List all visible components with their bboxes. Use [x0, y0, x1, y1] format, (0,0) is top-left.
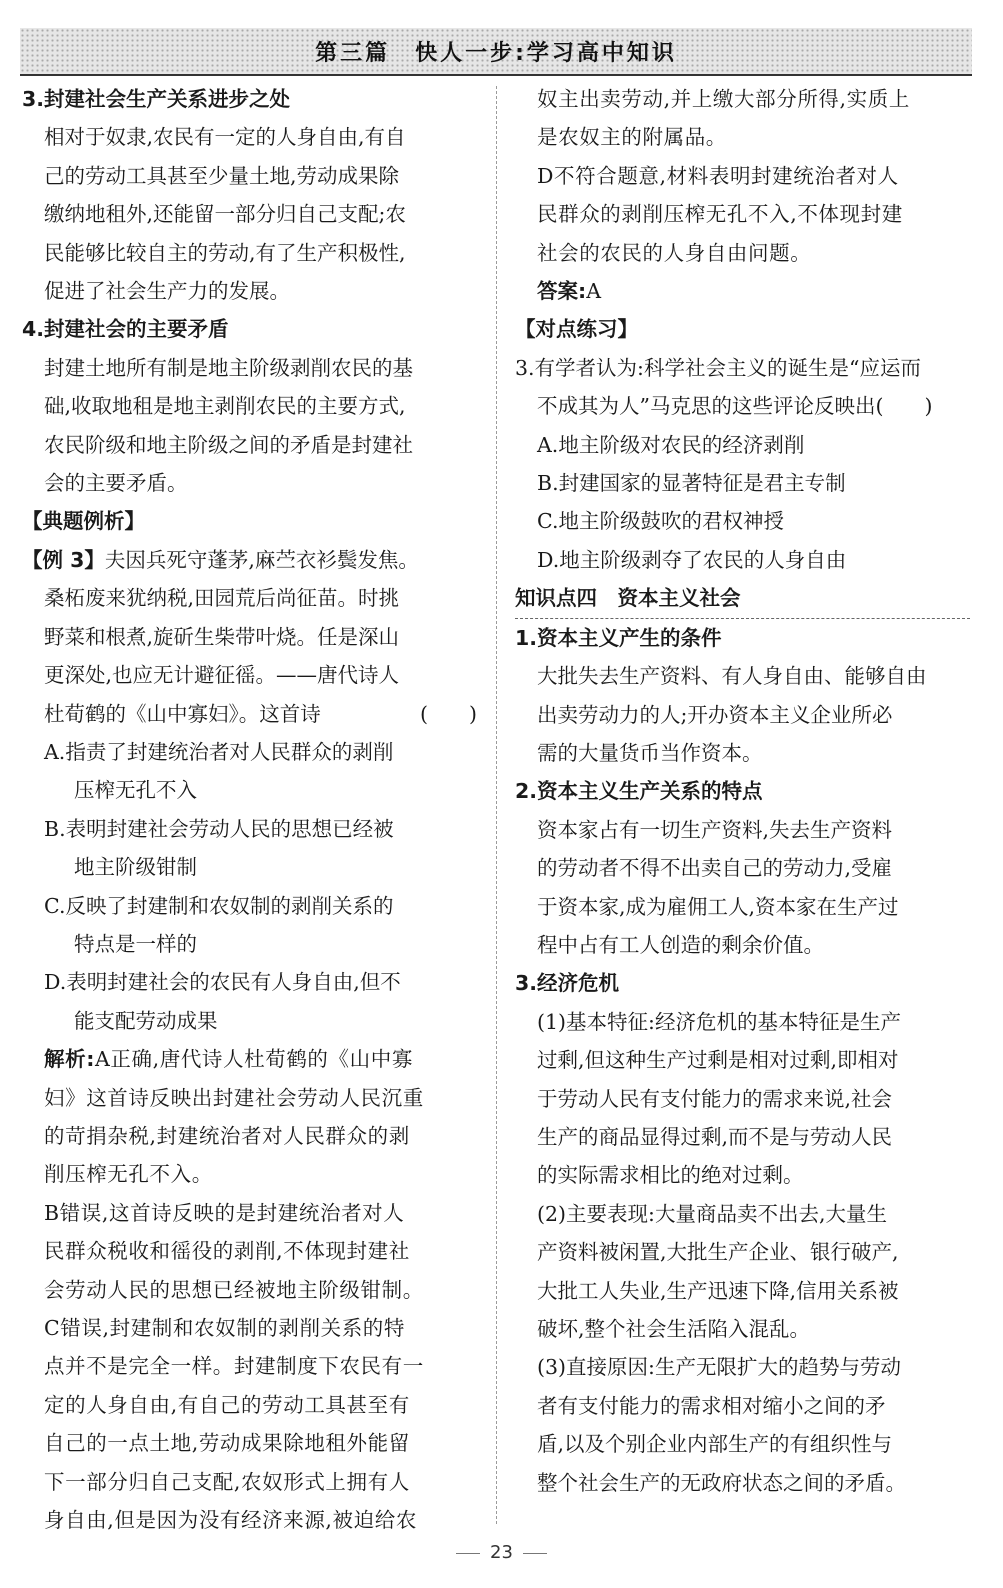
text-line: 出卖劳动力的人;开办资本主义企业所必: [537, 702, 893, 727]
option-a: A.指责了封建统治者对人民群众的剥削: [44, 739, 394, 764]
text-line: 是农奴主的附属品。: [537, 125, 727, 150]
subsection-2-title: 2.资本主义生产关系的特点: [515, 779, 763, 804]
text-line: 点并不是完全一样。封建制度下农民有一: [44, 1354, 424, 1379]
text-line: 相对于奴隶,农民有一定的人身自由,有自: [44, 125, 406, 150]
text-line: 社会的农民的人身自由问题。: [537, 240, 812, 265]
question-option-d: D.地主阶级剥夺了农民的人身自由: [537, 547, 847, 572]
option-d-cont: 能支配劳动成果: [74, 1008, 218, 1033]
text-line: 破坏,整个社会生活陷入混乱。: [537, 1317, 811, 1341]
text-line: 程中占有工人创造的剩余价值。: [537, 932, 824, 957]
header-rule: [20, 74, 972, 76]
text-line: 促进了社会生产力的发展。: [44, 279, 290, 304]
text-line: 过剩,但这种生产过剩是相对过剩,即相对: [537, 1048, 899, 1073]
option-c-cont: 特点是一样的: [74, 931, 197, 956]
text-line: 奴主出卖劳动,并上缴大部分所得,实质上: [537, 87, 910, 111]
example-label: 【例 3】: [22, 547, 105, 572]
text-line: 大批失去生产资料、有人身自由、能够自由: [537, 664, 927, 689]
analysis-first-line: [22, 1040, 477, 1078]
page-number: 23: [490, 1542, 513, 1563]
text-line: 生产的商品显得过剩,而不是与劳动人民: [537, 1124, 893, 1149]
text-line: 的实际需求相比的绝对过剩。: [537, 1163, 804, 1188]
knowledge-point-title: 知识点四 资本主义社会: [515, 579, 970, 618]
text-line: 大批工人失业,生产迅速下降,信用关系被: [537, 1278, 899, 1303]
text-line: D不符合题意,材料表明封建统治者对人: [537, 163, 899, 188]
option-a-cont: 压榨无孔不入: [74, 778, 197, 803]
text-line: 农民阶级和地主阶级之间的矛盾是封建社: [44, 432, 413, 457]
column-divider: [496, 86, 497, 1524]
text-line: 民群众的剥削压榨无孔不入,不体现封建: [537, 202, 903, 227]
subsection-3-title: 3.经济危机: [515, 971, 620, 996]
text-line: B错误,这首诗反映的是封建统治者对人: [44, 1200, 405, 1225]
subsection-1-title: 1.资本主义产生的条件: [515, 625, 722, 650]
question-option-a: A.地主阶级对农民的经济剥削: [537, 432, 805, 457]
text-line: 会劳动人民的思想已经被地主阶级钳制。: [44, 1277, 424, 1302]
analysis-label: 解析:: [44, 1047, 95, 1072]
text-line: 础,收取地租是地主剥削农民的主要方式,: [44, 394, 406, 419]
text-line: 封建土地所有制是地主阶级剥削农民的基: [44, 355, 413, 380]
text-line: (2)主要表现:大量商品卖不出去,大量生: [537, 1201, 887, 1226]
question-option-c: C.地主阶级鼓吹的君权神授: [537, 509, 784, 534]
answer-line: [515, 272, 975, 310]
text-line: 更深处,也应无计避征徭。——唐代诗人: [44, 663, 400, 688]
text-line: 于劳动人民有支付能力的需求来说,社会: [537, 1086, 893, 1111]
example-heading: 【典题例析】: [22, 509, 145, 534]
page-header: [20, 28, 972, 74]
footer-dash-left: [456, 1553, 480, 1554]
footer-dash-right: [523, 1553, 547, 1554]
practice-heading: 【对点练习】: [515, 317, 638, 342]
example-first-line: [22, 541, 477, 579]
text-line: 民能够比较自主的劳动,有了生产积极性,: [44, 240, 406, 265]
text-line: 资本家占有一切生产资料,失去生产资料: [537, 817, 893, 842]
text-line: 产资料被闲置,大批生产企业、银行破产,: [537, 1240, 899, 1265]
text-line: 需的大量货币当作资本。: [537, 740, 763, 765]
option-b-cont: 地主阶级钳制: [74, 855, 197, 880]
example-last-line: [22, 695, 477, 733]
text-line: 自己的一点土地,劳动成果除地租外能留: [44, 1431, 410, 1456]
text-line: 定的人身自由,有自己的劳动工具甚至有: [44, 1392, 410, 1417]
text-line: 整个社会生产的无政府状态之间的矛盾。: [537, 1470, 906, 1495]
question-line: 3.有学者认为:科学社会主义的诞生是“应运而: [515, 355, 921, 380]
text-line: 身自由,但是因为没有经济来源,被迫给农: [44, 1508, 417, 1533]
section-4-title: 4.封建社会的主要矛盾: [22, 317, 229, 342]
text-line: 削压榨无孔不入。: [44, 1162, 213, 1187]
text-line: 的苛捐杂税,封建统治者对人民群众的剥: [44, 1123, 410, 1148]
text-line: 野菜和根煮,旋斫生柴带叶烧。任是深山: [44, 624, 400, 649]
answer-paren: ( ): [420, 701, 477, 726]
text-line: 民群众税收和徭役的剥削,不体现封建社: [44, 1239, 410, 1264]
right-column: [515, 80, 975, 1502]
option-d: D.表明封建社会的农民有人身自由,但不: [44, 970, 401, 995]
text-line: 会的主要矛盾。: [44, 471, 188, 496]
text-line: 妇》这首诗反映出封建社会劳动人民沉重: [44, 1085, 424, 1110]
text-line: 者有支付能力的需求相对缩小之间的矛: [537, 1393, 886, 1418]
text-line: 下一部分归自己支配,农奴形式上拥有人: [44, 1469, 410, 1494]
section-3-title: 3.封建社会生产关系进步之处: [22, 87, 291, 111]
text-line: A正确,唐代诗人杜荀鹤的《山中寡: [95, 1047, 413, 1072]
text-line: 桑柘废来犹纳税,田园荒后尚征苗。时挑: [44, 586, 400, 611]
question-line: 不成其为人”马克思的这些评论反映出( ): [537, 394, 933, 419]
option-c: C.反映了封建制和农奴制的剥削关系的: [44, 893, 394, 918]
text-line: 夫因兵死守蓬茅,麻苎衣衫鬓发焦。: [104, 547, 419, 572]
text-line: 己的劳动工具甚至少量土地,劳动成果除: [44, 163, 400, 188]
text-line: (3)直接原因:生产无限扩大的趋势与劳动: [537, 1355, 901, 1380]
text-line: 于资本家,成为雇佣工人,资本家在生产过: [537, 894, 899, 919]
page-footer: [0, 1542, 1003, 1563]
answer-label: 答案:: [537, 279, 587, 304]
question-option-b: B.封建国家的显著特征是君主专制: [537, 471, 846, 496]
left-column: [22, 80, 477, 1539]
text-line: 的劳动者不得不出卖自己的劳动力,受雇: [537, 856, 893, 881]
text-line: 缴纳地租外,还能留一部分归自己支配;农: [44, 202, 406, 227]
text-line: C错误,封建制和农奴制的剥削关系的特: [44, 1316, 406, 1340]
text-line: 杜荀鹤的《山中寡妇》。这首诗: [44, 701, 321, 726]
answer-value: A: [586, 279, 602, 304]
option-b: B.表明封建社会劳动人民的思想已经被: [44, 816, 394, 841]
header-title: 第三篇 快人一步:学习高中知识: [315, 41, 677, 66]
text-line: 盾,以及个别企业内部生产的有组织性与: [537, 1432, 893, 1457]
text-line: (1)基本特征:经济危机的基本特征是生产: [537, 1009, 901, 1034]
